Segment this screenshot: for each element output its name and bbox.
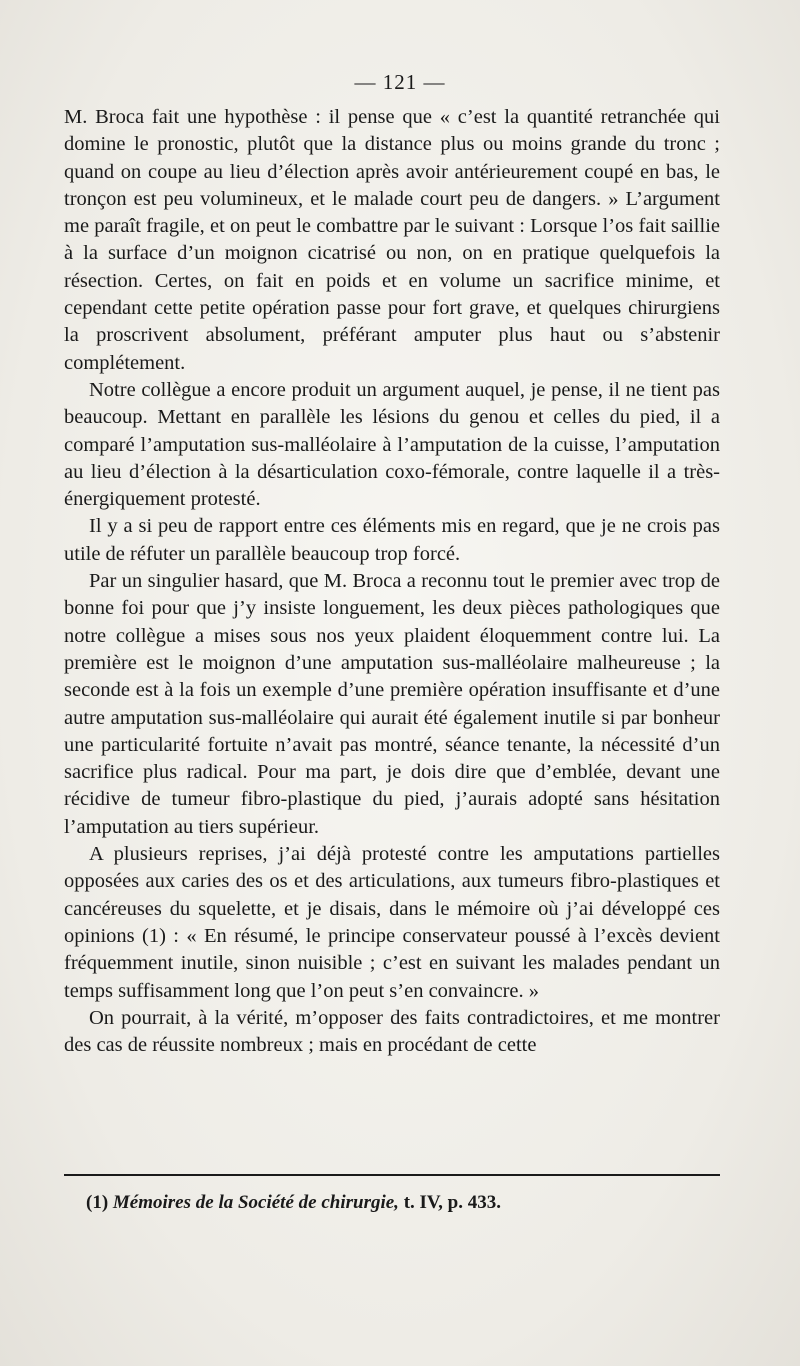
footnote-divider <box>64 1174 720 1176</box>
paragraph: Notre collègue a encore produit un argument auquel, je pense, il ne tient pas beaucoup. Mettant en parallèle les lésions du genou et celles du pied, il a comparé l’amputation sus-malléolaire à l’amputation de la cuisse, l’amputation au lieu d’élection à la désarticulation coxo-fémorale, contre laquelle il a très-énergiquement protesté. <box>64 378 720 511</box>
paragraph: M. Broca fait une hypothèse : il pense que « c’est la quantité retranchée qui domine le pronostic, plutôt que la distance plus ou moins grande du tronc ; quand on coupe au lieu d’élection après avoir antérieurement coupé en bas, le tronçon est peu volumineux, et le malade court peu de dangers. » L’argument me paraît fragile, et on peut le combattre par le suivant : Lorsque l’os fait saillie à la surface d’un moignon cicatrisé ou non, on en pratique quelquefois la résection. Certes, on fait en poids et en volume un sacrifice minime, et cependant cette petite opération passe pour fort grave, et quelques chirurgiens la proscrivent absolument, préférant amputer plus haut ou s’abstenir complétement. <box>64 106 720 374</box>
paragraph: On pourrait, à la vérité, m’opposer des faits contradictoires, et me montrer des cas de réussite nombreux ; mais en procédant de cette <box>64 1006 720 1057</box>
footnote-title: Mémoires de la Société de chirurgie, <box>112 1192 399 1213</box>
paragraph: A plusieurs reprises, j’ai déjà protesté contre les amputations partielles opposées aux caries des os et des articulations, aux tumeurs fibro-plastiques et cancéreuses du squelette, et je disais, dans le mémoire où j’ai développé ces opinions (1) : « En résumé, le principe conservateur poussé à l’excès devient fréquemment inutile, sinon nuisible ; c’est en suivant les malades pendant un temps suffisamment long que l’on peut s’en convaincre. » <box>64 843 720 1002</box>
page-number: — 121 — <box>354 70 446 94</box>
paragraph: Il y a si peu de rapport entre ces éléments mis en regard, que je ne crois pas utile de réfuter un parallèle beaucoup trop forcé. <box>64 515 720 565</box>
footnote-marker: (1) <box>86 1192 109 1213</box>
footnote-reference: t. IV, p. 433. <box>403 1192 501 1213</box>
footnote <box>86 1190 726 1216</box>
paragraph: Par un singulier hasard, que M. Broca a reconnu tout le premier avec trop de bonne foi pour que j’y insiste longuement, les deux pièces pathologiques que notre collègue a mises sous nos yeux plaident éloquemment contre lui. La première est le moignon d’une amputation sus-malléolaire malheureuse ; la seconde est à la fois un exemple d’une première opération insuffisante et d’une autre amputation sus-malléolaire qui aurait été également inutile si par bonheur une particularité fortuite n’avait pas montré, séance tenante, la nécessité d’un sacrifice plus radical. Pour ma part, je dois dire que d’emblée, devant une récidive de tumeur fibro-plastique du pied, j’aurais adopté sans hésitation l’amputation au tiers supérieur. <box>64 570 720 838</box>
body-text <box>64 104 720 1059</box>
